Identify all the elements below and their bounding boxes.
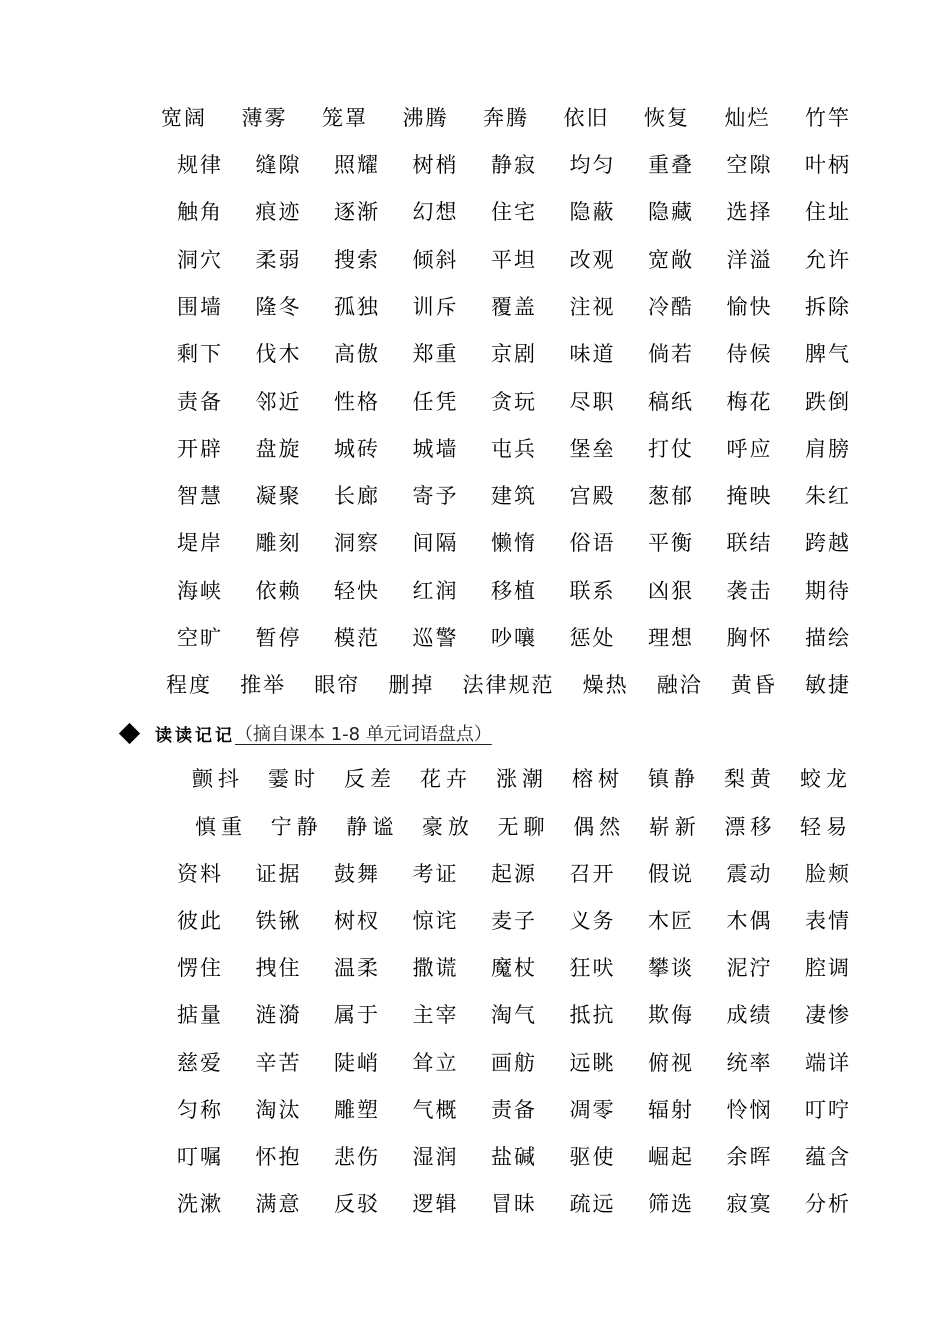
vocab-word: 侍候 xyxy=(726,342,773,366)
word-row xyxy=(177,434,851,464)
vocab-word: 幻想 xyxy=(412,200,459,224)
vocab-word: 惊诧 xyxy=(412,909,459,933)
vocab-word: 敏捷 xyxy=(805,673,851,697)
vocab-word: 掂量 xyxy=(177,1003,223,1027)
vocab-word: 空隙 xyxy=(726,153,773,177)
vocab-word: 寄予 xyxy=(412,484,459,508)
word-row xyxy=(177,576,851,606)
vocab-word: 盘旋 xyxy=(255,437,302,461)
vocab-word: 余晖 xyxy=(726,1145,773,1169)
word-row xyxy=(177,150,851,180)
vocab-word: 规律 xyxy=(177,153,223,177)
vocab-word: 朱红 xyxy=(805,484,851,508)
vocab-word: 描绘 xyxy=(805,626,851,650)
vocab-word: 跨越 xyxy=(805,531,851,555)
vocab-word: 尽职 xyxy=(569,390,616,414)
vocab-word: 花卉 xyxy=(420,767,472,791)
vocab-word: 性格 xyxy=(334,390,380,414)
vocab-word: 涨潮 xyxy=(496,767,548,791)
vocab-word: 俯视 xyxy=(648,1051,694,1075)
vocab-word: 责备 xyxy=(491,1098,537,1122)
vocab-word: 程度 xyxy=(166,673,212,697)
vocab-word: 剩下 xyxy=(177,342,223,366)
vocab-word: 资料 xyxy=(177,862,223,886)
vocab-word: 鼓舞 xyxy=(334,862,380,886)
vocab-word: 开辟 xyxy=(177,437,223,461)
vocab-word: 宽敞 xyxy=(648,248,694,272)
vocab-word: 辛苦 xyxy=(255,1051,302,1075)
vocab-word: 树杈 xyxy=(334,909,380,933)
vocab-word: 痕迹 xyxy=(255,200,302,224)
vocab-word: 法律规范 xyxy=(462,673,555,697)
vocab-word: 灿烂 xyxy=(724,106,771,130)
vocab-word: 隐藏 xyxy=(648,200,694,224)
vocab-word: 愣住 xyxy=(177,956,223,980)
vocab-word: 味道 xyxy=(569,342,616,366)
vocab-word: 住宅 xyxy=(491,200,537,224)
vocab-word: 宫殿 xyxy=(569,484,616,508)
vocab-word: 搜索 xyxy=(334,248,380,272)
vocab-word: 暂停 xyxy=(255,626,302,650)
vocab-word: 欺侮 xyxy=(648,1003,694,1027)
word-row xyxy=(161,103,851,133)
vocab-word: 宽阔 xyxy=(161,106,207,130)
vocab-word: 脾气 xyxy=(805,342,851,366)
vocab-word: 京剧 xyxy=(491,342,537,366)
vocab-word: 镇静 xyxy=(648,767,700,791)
vocab-word: 删掉 xyxy=(388,673,435,697)
vocab-word: 注视 xyxy=(569,295,616,319)
vocab-word: 树梢 xyxy=(412,153,459,177)
vocab-word: 沸腾 xyxy=(402,106,449,130)
vocab-word: 隐蔽 xyxy=(569,200,616,224)
vocab-word: 颤抖 xyxy=(192,767,244,791)
vocab-word: 胸怀 xyxy=(726,626,773,650)
vocab-word: 长廊 xyxy=(334,484,380,508)
vocab-word: 静谧 xyxy=(346,815,399,839)
vocab-word: 竹竿 xyxy=(805,106,851,130)
vocab-word: 葱郁 xyxy=(648,484,694,508)
vocab-word: 伐木 xyxy=(255,342,302,366)
vocab-word: 冷酷 xyxy=(648,295,694,319)
word-row xyxy=(177,953,851,983)
vocab-word: 淘气 xyxy=(491,1003,537,1027)
vocab-word: 训斥 xyxy=(412,295,459,319)
vocab-word: 盐碱 xyxy=(491,1145,537,1169)
word-row xyxy=(177,387,851,417)
vocab-word: 脸颊 xyxy=(805,862,851,886)
vocab-word: 薄雾 xyxy=(241,106,288,130)
vocab-word: 考证 xyxy=(412,862,459,886)
vocab-word: 缝隙 xyxy=(255,153,302,177)
vocab-word: 屯兵 xyxy=(491,437,537,461)
vocab-word: 凶狠 xyxy=(648,579,694,603)
vocab-word: 召开 xyxy=(569,862,616,886)
vocab-word: 跌倒 xyxy=(805,390,851,414)
vocab-word: 巡警 xyxy=(412,626,459,650)
vocab-word: 叮嘱 xyxy=(177,1145,223,1169)
vocab-word: 偶然 xyxy=(573,815,626,839)
vocab-word: 推举 xyxy=(240,673,287,697)
vocab-word: 均匀 xyxy=(569,153,616,177)
vocab-word: 眼帘 xyxy=(314,673,361,697)
vocab-word: 理想 xyxy=(648,626,694,650)
vocab-word: 筛选 xyxy=(648,1192,694,1216)
vocab-word: 凋零 xyxy=(569,1098,616,1122)
vocab-word: 智慧 xyxy=(177,484,223,508)
word-row xyxy=(177,1095,851,1125)
vocab-word: 围墙 xyxy=(177,295,223,319)
vocab-word: 无聊 xyxy=(497,815,550,839)
word-row xyxy=(177,623,851,653)
vocab-word: 满意 xyxy=(255,1192,302,1216)
vocab-word: 铁锹 xyxy=(255,909,302,933)
vocab-word: 奔腾 xyxy=(483,106,529,130)
vocab-word: 任凭 xyxy=(412,390,459,414)
vocab-word: 洋溢 xyxy=(726,248,773,272)
vocab-word: 海峡 xyxy=(177,579,223,603)
vocab-word: 红润 xyxy=(412,579,459,603)
vocab-word: 平坦 xyxy=(491,248,537,272)
vocab-word: 统率 xyxy=(726,1051,773,1075)
vocab-word: 柔弱 xyxy=(255,248,302,272)
vocab-word: 静寂 xyxy=(491,153,537,177)
diamond-bullet-icon xyxy=(119,722,140,743)
vocab-word: 榕树 xyxy=(572,767,624,791)
vocab-word: 叮咛 xyxy=(805,1098,851,1122)
vocab-word: 梅花 xyxy=(726,390,773,414)
vocab-word: 袭击 xyxy=(726,579,773,603)
vocab-word: 倘若 xyxy=(648,342,694,366)
word-row xyxy=(192,764,852,794)
vocab-word: 撒谎 xyxy=(412,956,459,980)
word-row xyxy=(177,1142,851,1172)
vocab-word: 寂寞 xyxy=(726,1192,773,1216)
vocab-word: 轻快 xyxy=(334,579,380,603)
vocab-word: 惩处 xyxy=(569,626,616,650)
vocab-word: 倾斜 xyxy=(412,248,459,272)
vocab-word: 起源 xyxy=(491,862,537,886)
vocab-word: 端详 xyxy=(805,1051,851,1075)
vocab-word: 泥泞 xyxy=(726,956,773,980)
vocab-word: 远眺 xyxy=(569,1051,616,1075)
word-row xyxy=(177,1048,851,1078)
vocab-word: 隆冬 xyxy=(255,295,302,319)
vocab-word: 俗语 xyxy=(569,531,616,555)
vocab-word: 住址 xyxy=(805,200,851,224)
vocab-word: 雕塑 xyxy=(334,1098,380,1122)
vocab-word: 允许 xyxy=(805,248,851,272)
vocab-word: 义务 xyxy=(569,909,616,933)
vocab-word: 恢复 xyxy=(644,106,690,130)
vocab-word: 联结 xyxy=(726,531,773,555)
vocab-word: 逻辑 xyxy=(412,1192,459,1216)
vocab-word: 宁静 xyxy=(270,815,323,839)
word-row xyxy=(177,906,851,936)
vocab-word: 耸立 xyxy=(412,1051,459,1075)
word-row xyxy=(166,670,851,700)
vocab-word: 平衡 xyxy=(648,531,694,555)
vocab-word: 堤岸 xyxy=(177,531,223,555)
vocab-word: 蛟龙 xyxy=(800,767,852,791)
vocab-word: 彼此 xyxy=(177,909,223,933)
vocab-word: 魔杖 xyxy=(491,956,537,980)
vocab-word: 空旷 xyxy=(177,626,223,650)
vocab-word: 覆盖 xyxy=(491,295,537,319)
vocab-word: 成绩 xyxy=(726,1003,773,1027)
vocab-word: 稿纸 xyxy=(648,390,694,414)
vocab-word: 表情 xyxy=(805,909,851,933)
vocab-word: 悲伤 xyxy=(334,1145,380,1169)
vocab-word: 震动 xyxy=(726,862,773,886)
vocab-word: 融洽 xyxy=(656,673,703,697)
word-row xyxy=(177,197,851,227)
vocab-word: 拆除 xyxy=(805,295,851,319)
vocab-word: 城墙 xyxy=(412,437,459,461)
vocab-word: 凝聚 xyxy=(255,484,302,508)
vocab-word: 打仗 xyxy=(648,437,694,461)
vocab-word: 慈爱 xyxy=(177,1051,223,1075)
vocab-word: 触角 xyxy=(177,200,223,224)
vocab-word: 木匠 xyxy=(648,909,694,933)
vocab-word: 崭新 xyxy=(648,815,701,839)
vocab-word: 建筑 xyxy=(491,484,537,508)
vocab-word: 洞察 xyxy=(334,531,380,555)
vocab-word: 崛起 xyxy=(648,1145,694,1169)
vocab-word: 模范 xyxy=(334,626,380,650)
word-row xyxy=(177,245,851,275)
vocab-word: 主宰 xyxy=(412,1003,459,1027)
vocab-word: 疏远 xyxy=(569,1192,616,1216)
word-row xyxy=(177,1000,851,1030)
vocab-word: 慎重 xyxy=(195,815,247,839)
vocab-word: 涟漪 xyxy=(255,1003,302,1027)
vocab-word: 郑重 xyxy=(412,342,459,366)
vocab-word: 狂吠 xyxy=(569,956,616,980)
vocab-word: 掩映 xyxy=(726,484,773,508)
vocab-word: 凄惨 xyxy=(805,1003,851,1027)
vocab-word: 期待 xyxy=(805,579,851,603)
word-row xyxy=(177,292,851,322)
vocab-word: 责备 xyxy=(177,390,223,414)
vocab-word: 愉快 xyxy=(726,295,773,319)
vocab-word: 肩膀 xyxy=(805,437,851,461)
vocab-word: 分析 xyxy=(805,1192,851,1216)
word-row xyxy=(177,481,851,511)
vocab-word: 攀谈 xyxy=(648,956,694,980)
vocab-word: 间隔 xyxy=(412,531,459,555)
section-heading xyxy=(118,718,498,748)
vocab-word: 依旧 xyxy=(563,106,610,130)
vocab-word: 假说 xyxy=(648,862,694,886)
vocab-word: 辐射 xyxy=(648,1098,694,1122)
word-row xyxy=(195,812,852,842)
vocab-word: 温柔 xyxy=(334,956,380,980)
vocab-word: 黄昏 xyxy=(730,673,777,697)
word-row xyxy=(177,859,851,889)
word-row xyxy=(177,1189,851,1219)
vocab-word: 麦子 xyxy=(491,909,537,933)
vocab-word: 洗漱 xyxy=(177,1192,223,1216)
vocab-word: 吵嚷 xyxy=(491,626,537,650)
vocab-word: 选择 xyxy=(726,200,773,224)
vocab-word: 怀抱 xyxy=(255,1145,302,1169)
vocab-word: 笼罩 xyxy=(322,106,368,130)
vocab-word: 匀称 xyxy=(177,1098,223,1122)
vocab-word: 懒惰 xyxy=(491,531,537,555)
heading-source-note: （摘自课本 1-8 单元词语盘点） xyxy=(235,724,492,745)
vocab-word: 反驳 xyxy=(334,1192,380,1216)
vocab-word: 照耀 xyxy=(334,153,380,177)
vocab-word: 陡峭 xyxy=(334,1051,380,1075)
vocab-word: 画舫 xyxy=(491,1051,537,1075)
vocab-word: 叶柄 xyxy=(805,153,851,177)
vocab-word: 堡垒 xyxy=(569,437,616,461)
vocab-word: 孤独 xyxy=(334,295,380,319)
vocab-word: 淘汰 xyxy=(255,1098,302,1122)
vocab-word: 重叠 xyxy=(648,153,694,177)
vocab-word: 轻易 xyxy=(800,815,852,839)
vocab-word: 呼应 xyxy=(726,437,773,461)
vocab-word: 逐渐 xyxy=(334,200,380,224)
vocab-word: 拽住 xyxy=(255,956,302,980)
vocab-word: 依赖 xyxy=(255,579,302,603)
word-row xyxy=(177,339,851,369)
vocab-word: 移植 xyxy=(491,579,537,603)
vocab-word: 驱使 xyxy=(569,1145,616,1169)
vocab-word: 改观 xyxy=(569,248,616,272)
word-row xyxy=(177,528,851,558)
vocab-word: 贪玩 xyxy=(491,390,537,414)
vocab-word: 冒昧 xyxy=(491,1192,537,1216)
vocab-word: 豪放 xyxy=(421,815,474,839)
vocab-word: 雕刻 xyxy=(255,531,302,555)
vocab-word: 抵抗 xyxy=(569,1003,616,1027)
vocab-word: 联系 xyxy=(569,579,616,603)
vocab-word: 木偶 xyxy=(726,909,773,933)
vocab-word: 梨黄 xyxy=(724,767,776,791)
vocab-word: 腔调 xyxy=(805,956,851,980)
vocab-word: 城砖 xyxy=(334,437,380,461)
vocab-word: 洞穴 xyxy=(177,248,223,272)
vocab-word: 反差 xyxy=(344,767,396,791)
vocab-word: 燥热 xyxy=(582,673,629,697)
vocab-word: 气概 xyxy=(412,1098,459,1122)
vocab-word: 证据 xyxy=(255,862,302,886)
heading-title: 读读记记 xyxy=(155,725,235,746)
vocab-word: 高傲 xyxy=(334,342,380,366)
vocab-word: 邻近 xyxy=(255,390,302,414)
vocab-word: 属于 xyxy=(334,1003,380,1027)
vocab-word: 霎时 xyxy=(268,767,320,791)
vocab-word: 怜悯 xyxy=(726,1098,773,1122)
vocab-word: 漂移 xyxy=(724,815,777,839)
vocab-word: 湿润 xyxy=(412,1145,459,1169)
vocab-word: 蕴含 xyxy=(805,1145,851,1169)
